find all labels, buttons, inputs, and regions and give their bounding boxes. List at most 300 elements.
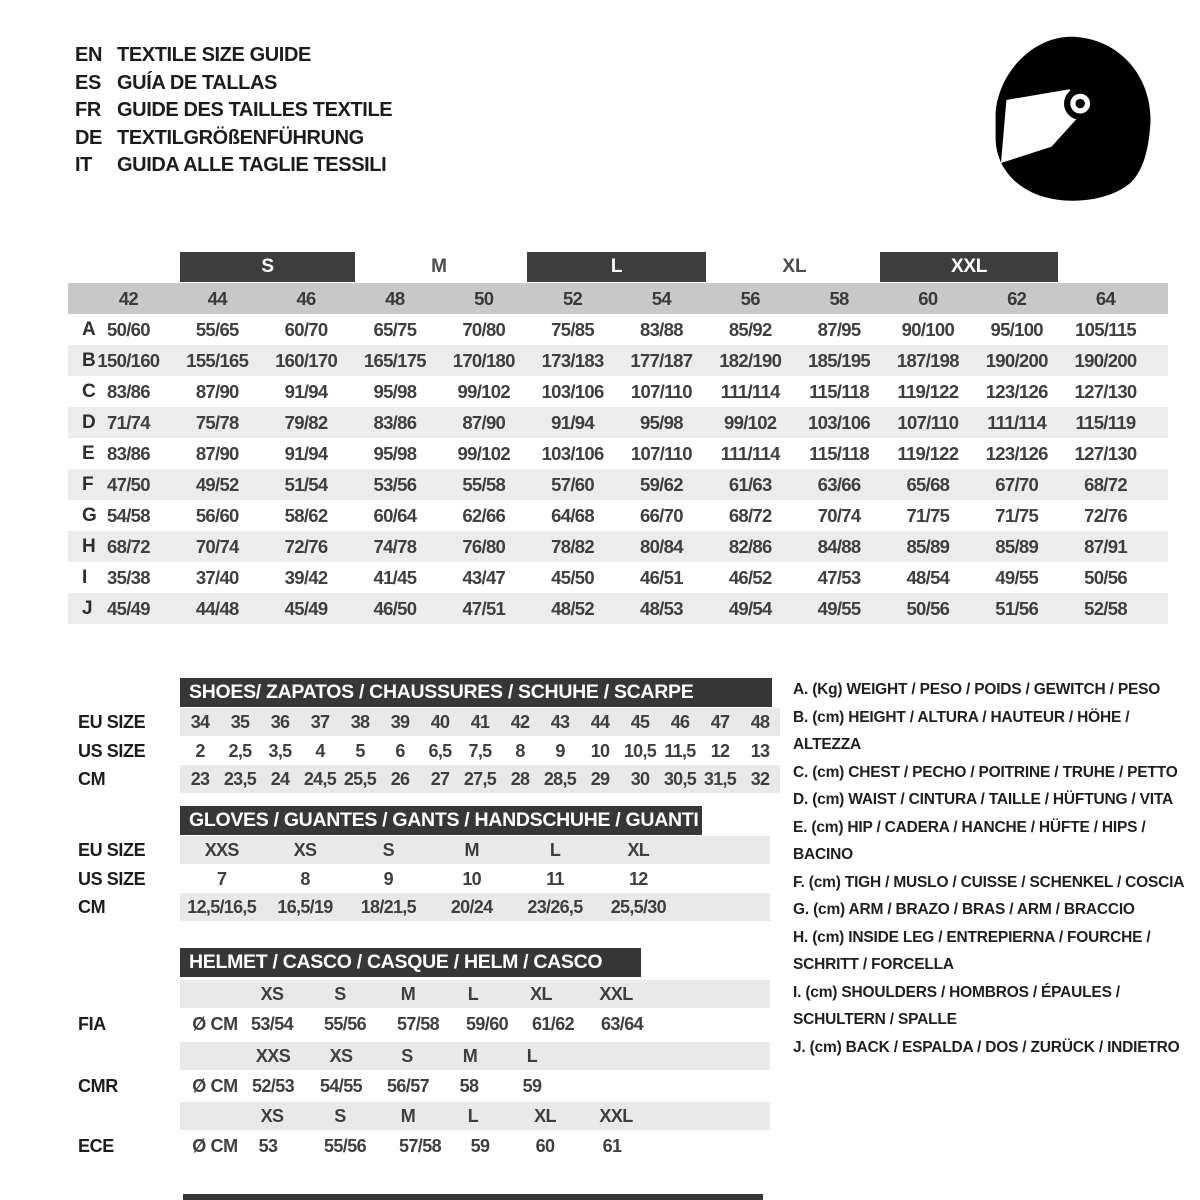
value-cell: 41/45 (373, 566, 417, 588)
value-cell: 23 (190, 768, 210, 789)
value-cell: 50/56 (906, 597, 950, 619)
language-code: EN (75, 44, 102, 67)
value-cell: 48 (385, 287, 405, 309)
shoes-us-values (180, 737, 780, 765)
value-cell: 57/60 (551, 473, 594, 495)
value-cell: 48 (750, 711, 770, 732)
value-cell: 190/200 (1074, 349, 1137, 371)
legend-item: C. (cm) CHEST / PECHO / POITRINE / TRUHE / PETTO (793, 763, 1178, 781)
shoes-cm-values (180, 765, 780, 793)
value-cell: 20/24 (450, 896, 493, 917)
textile-row-b (68, 345, 1168, 376)
language-code: DE (75, 126, 102, 149)
language-code: IT (75, 154, 92, 177)
value-cell: 47/53 (817, 566, 861, 588)
shoes-us-row (180, 737, 780, 765)
value-cell: 182/190 (719, 349, 782, 371)
value-cell: 71/75 (906, 504, 950, 526)
value-cell: 95/98 (373, 380, 417, 402)
value-cell: 10,5 (623, 740, 657, 761)
value-cell: 155/165 (186, 349, 249, 371)
value-cell: 47/51 (462, 597, 506, 619)
value-cell: 6 (395, 740, 405, 761)
value-cell: 23,5 (223, 768, 257, 789)
value-cell: 177/187 (630, 349, 693, 371)
legend-item: F. (cm) TIGH / MUSLO / CUISSE / SCHENKEL / COSCIA (793, 873, 1185, 891)
value-cell: 3,5 (268, 740, 292, 761)
value-cell: 76/80 (462, 535, 506, 557)
value-cell: 41 (470, 711, 490, 732)
value-cell: 95/98 (373, 442, 417, 464)
value-cell: 2 (195, 740, 205, 761)
row-key: I (82, 566, 88, 588)
gloves-eu-values (180, 836, 680, 864)
value-cell: 190/200 (985, 349, 1048, 371)
value-cell: 64 (1095, 287, 1116, 309)
racing-helmet-icon (978, 28, 1168, 208)
legend-item: I. (cm) SHOULDERS / HOMBROS / ÉPAULES / SCHULTERN / SPALLE (793, 983, 1120, 1028)
value-cell: 57/58 (398, 1135, 442, 1156)
value-cell: 68/72 (107, 535, 150, 557)
language-title: GUIDA ALLE TAGLIE TESSILI (117, 154, 387, 177)
value-cell: 59/60 (465, 1013, 509, 1034)
gloves-eu-size-label: EU SIZE (78, 839, 146, 860)
value-cell: 85/89 (995, 535, 1039, 557)
value-cell: XXL (599, 983, 633, 1004)
cmr-values-row (180, 1072, 770, 1100)
value-cell: 36 (270, 711, 290, 732)
value-cell: M (462, 1045, 478, 1066)
value-cell: 72/76 (1084, 504, 1127, 526)
value-cell: 63/66 (817, 473, 861, 495)
row-key: B (82, 349, 96, 371)
size-label-xxl: XXL (880, 252, 1058, 282)
value-cell: 70/74 (195, 535, 239, 557)
value-cell: 38 (350, 711, 370, 732)
value-cell: 12,5/16,5 (187, 896, 257, 917)
value-cell: L (467, 983, 479, 1004)
value-cell: 25,5/30 (610, 896, 666, 917)
value-cell: 66/70 (639, 504, 683, 526)
row-key: A (82, 318, 96, 340)
value-cell: 107/110 (897, 411, 959, 433)
value-cell: 47 (710, 711, 730, 732)
legend-item: D. (cm) WAIST / CINTURA / TAILLE / HÜFTUNG / VITA (793, 791, 1173, 808)
value-cell: 37/40 (195, 566, 239, 588)
value-cell: 46 (296, 287, 316, 309)
value-cell: XL (534, 1105, 556, 1126)
value-cell: S (334, 983, 346, 1004)
value-cell: L (467, 1105, 479, 1126)
value-cell: 18/21,5 (360, 896, 416, 917)
shoes-eu-size-label: EU SIZE (78, 711, 146, 732)
value-cell: 12 (710, 740, 730, 761)
value-cell: 31,5 (703, 768, 737, 789)
value-cell: 61 (602, 1135, 622, 1156)
legend-item: H. (cm) INSIDE LEG / ENTREPIERNA / FOURCHE / SCHRITT / FORCELLA (793, 928, 1151, 973)
value-cell: 95/98 (639, 411, 683, 433)
value-cell: 170/180 (452, 349, 515, 371)
value-cell: 55/58 (462, 473, 506, 495)
textile-row-c (68, 376, 1168, 407)
value-cell: 40 (430, 711, 450, 732)
value-cell: 85/92 (728, 318, 772, 340)
value-cell: 59/62 (639, 473, 683, 495)
row-key: J (82, 597, 93, 619)
value-cell: 8 (515, 740, 525, 761)
value-cell: 48/52 (551, 597, 594, 619)
value-cell: 13 (750, 740, 770, 761)
row-values (84, 469, 1150, 500)
fia-size-band (180, 980, 770, 1008)
value-cell: 111/114 (720, 380, 780, 402)
value-cell: 8 (300, 868, 310, 889)
numeric-size-cells (84, 283, 1150, 314)
size-label-l: L (527, 252, 706, 282)
value-cell: 119/122 (897, 442, 959, 464)
value-cell: 57/58 (396, 1013, 440, 1034)
value-cell: XXL (599, 1105, 633, 1126)
value-cell: 7,5 (468, 740, 492, 761)
value-cell: 46/51 (639, 566, 683, 588)
language-row-it (75, 152, 392, 180)
diameter-cm-unit: Ø CM (192, 1135, 238, 1156)
value-cell: 53 (258, 1135, 278, 1156)
row-values (84, 345, 1150, 376)
row-key: F (82, 473, 94, 495)
value-cell: 11,5 (664, 740, 696, 761)
fia-values-row (180, 1010, 770, 1038)
value-cell: 185/195 (808, 349, 871, 371)
value-cell: 75/78 (195, 411, 239, 433)
value-cell: 45 (630, 711, 650, 732)
value-cell: 95/100 (990, 318, 1043, 340)
value-cell: 10 (590, 740, 610, 761)
value-cell: 123/126 (985, 380, 1048, 402)
value-cell: L (549, 839, 561, 860)
language-row-fr (75, 97, 392, 125)
value-cell: 30 (630, 768, 650, 789)
value-cell: 39/42 (284, 566, 328, 588)
value-cell: 87/90 (462, 411, 506, 433)
value-cell: 53/54 (250, 1013, 294, 1034)
gloves-cm-values (180, 893, 680, 921)
value-cell: 50 (474, 287, 494, 309)
value-cell: 28,5 (543, 768, 577, 789)
value-cell: 58 (459, 1075, 479, 1096)
value-cell: 91/94 (551, 411, 594, 433)
value-cell: 54/58 (107, 504, 150, 526)
value-cell: 84/88 (817, 535, 861, 557)
legend-item: B. (cm) HEIGHT / ALTURA / HAUTEUR / HÖHE / ALTEZZA (793, 708, 1130, 753)
language-title: TEXTILE SIZE GUIDE (117, 44, 311, 67)
value-cell: 60 (918, 287, 938, 309)
value-cell: 87/90 (195, 380, 239, 402)
value-cell: 42 (510, 711, 530, 732)
value-cell: 68/72 (728, 504, 772, 526)
value-cell: 123/126 (985, 442, 1048, 464)
value-cell: 50/60 (107, 318, 150, 340)
textile-row-e (68, 438, 1168, 469)
fia-standard-label: FIA (78, 1013, 106, 1034)
value-cell: 44 (207, 287, 227, 309)
value-cell: 64/68 (551, 504, 594, 526)
value-cell: 43/47 (462, 566, 506, 588)
language-row-es (75, 70, 392, 98)
value-cell: 85/89 (906, 535, 950, 557)
value-cell: 83/86 (107, 442, 150, 464)
value-cell: 65/68 (906, 473, 950, 495)
value-cell: 4 (315, 740, 325, 761)
value-cell: 99/102 (457, 442, 510, 464)
value-cell: 60/64 (373, 504, 417, 526)
value-cell: 91/94 (284, 380, 328, 402)
value-cell: 27,5 (463, 768, 497, 789)
textile-row-h (68, 531, 1168, 562)
value-cell: 71/74 (107, 411, 150, 433)
value-cell: 24 (270, 768, 290, 789)
value-cell: 87/91 (1084, 535, 1127, 557)
value-cell: 34 (190, 711, 210, 732)
value-cell: 58/62 (284, 504, 328, 526)
value-cell: 65/75 (373, 318, 417, 340)
row-key: G (82, 504, 97, 526)
value-cell: 56/57 (386, 1075, 430, 1096)
value-cell: 87/90 (195, 442, 239, 464)
row-values (84, 531, 1150, 562)
value-cell: XL (530, 983, 552, 1004)
legend-item: J. (cm) BACK / ESPALDA / DOS / ZURÜCK / INDIETRO (793, 1038, 1180, 1056)
value-cell: 60/70 (284, 318, 328, 340)
value-cell: 61/63 (728, 473, 772, 495)
language-code: FR (75, 99, 101, 122)
value-cell: XL (627, 839, 650, 860)
value-cell: 119/122 (897, 380, 959, 402)
value-cell: 83/86 (107, 380, 150, 402)
value-cell: 173/183 (541, 349, 604, 371)
value-cell: S (334, 1105, 346, 1126)
textile-row-a (68, 314, 1168, 345)
value-cell: 68/72 (1084, 473, 1127, 495)
value-cell: 55/56 (323, 1135, 367, 1156)
diameter-cm-unit: Ø CM (192, 1075, 238, 1096)
row-values (84, 376, 1150, 407)
language-title: TEXTILGRÖßENFÜHRUNG (117, 126, 364, 149)
legend-item: A. (Kg) WEIGHT / PESO / POIDS / GEWITCH / PESO (793, 681, 1161, 698)
value-cell: 150/160 (97, 349, 160, 371)
value-cell: 54/55 (319, 1075, 363, 1096)
gloves-us-size-label: US SIZE (78, 868, 146, 889)
value-cell: L (526, 1045, 538, 1066)
cmr-size-band (180, 1042, 770, 1070)
value-cell: 49/55 (995, 566, 1039, 588)
value-cell: 59 (470, 1135, 490, 1156)
value-cell: 87/95 (817, 318, 861, 340)
value-cell: 99/102 (724, 411, 777, 433)
value-cell: XXS (255, 1045, 291, 1066)
value-cell: 56 (740, 287, 760, 309)
value-cell: 55/65 (195, 318, 239, 340)
value-cell: M (400, 1105, 416, 1126)
shoes-cm-label: CM (78, 768, 106, 789)
value-cell: 45/49 (107, 597, 150, 619)
value-cell: M (400, 983, 416, 1004)
cmr-standard-label: CMR (78, 1075, 118, 1096)
row-key: E (82, 442, 95, 464)
ece-values-row (180, 1132, 770, 1160)
value-cell: 9 (383, 868, 393, 889)
value-cell: 103/106 (541, 442, 604, 464)
value-cell: 75/85 (551, 318, 594, 340)
value-cell: 105/115 (1075, 318, 1136, 340)
value-cell: 51/54 (284, 473, 328, 495)
racing-helmet-icon (978, 28, 1168, 208)
row-values (84, 407, 1150, 438)
value-cell: 48/53 (639, 597, 683, 619)
value-cell: XXS (204, 839, 239, 860)
legend-item: G. (cm) ARM / BRAZO / BRAS / ARM / BRACCIO (793, 901, 1135, 918)
value-cell: 32 (750, 768, 770, 789)
value-cell: 58 (829, 287, 849, 309)
value-cell: 107/110 (630, 442, 692, 464)
language-title: GUIDE DES TAILLES TEXTILE (117, 99, 393, 122)
value-cell: 61/62 (531, 1013, 575, 1034)
row-values (84, 500, 1150, 531)
gloves-us-values (180, 865, 680, 893)
value-cell: 49/54 (728, 597, 772, 619)
value-cell: 24,5 (303, 768, 337, 789)
ece-size-band (180, 1102, 770, 1130)
row-key: D (82, 411, 96, 433)
value-cell: 37 (310, 711, 330, 732)
value-cell: 2,5 (228, 740, 252, 761)
value-cell: 83/86 (373, 411, 417, 433)
value-cell: 52 (562, 287, 583, 309)
textile-row-i (68, 562, 1168, 593)
value-cell: 46 (670, 711, 690, 732)
value-cell: 115/118 (809, 442, 869, 464)
gloves-cm-label: CM (78, 896, 106, 917)
value-cell: 91/94 (284, 442, 328, 464)
textile-row-f (68, 469, 1168, 500)
value-cell: S (382, 839, 394, 860)
size-label-s: S (180, 252, 355, 282)
value-cell: 10 (462, 868, 481, 889)
value-cell: 6,5 (428, 740, 452, 761)
value-cell: 48/54 (906, 566, 950, 588)
value-cell: 45/50 (551, 566, 594, 588)
value-cell: 70/74 (817, 504, 861, 526)
value-cell: 103/106 (541, 380, 604, 402)
value-cell: 72/76 (284, 535, 328, 557)
shoes-eu-values (180, 708, 780, 736)
value-cell: 74/78 (373, 535, 417, 557)
value-cell: 43 (550, 711, 570, 732)
value-cell: 25,5 (343, 768, 377, 789)
value-cell: 103/106 (808, 411, 871, 433)
value-cell: XS (329, 1045, 353, 1066)
value-cell: 16,5/19 (277, 896, 333, 917)
value-cell: 11 (546, 868, 564, 889)
shoes-section-title: SHOES/ ZAPATOS / CHAUSSURES / SCHUHE / SCARPE (180, 678, 772, 707)
row-values (84, 438, 1150, 469)
value-cell: 50/56 (1084, 566, 1127, 588)
value-cell: 107/110 (630, 380, 692, 402)
value-cell: 51/56 (995, 597, 1039, 619)
value-cell: 187/198 (896, 349, 959, 371)
value-cell: 60 (535, 1135, 555, 1156)
value-cell: 115/118 (809, 380, 869, 402)
value-cell: 79/82 (284, 411, 328, 433)
value-cell: 127/130 (1074, 442, 1137, 464)
diameter-cm-unit: Ø CM (192, 1013, 238, 1034)
language-row-en (75, 42, 392, 70)
language-row-de (75, 125, 392, 153)
legend-item: E. (cm) HIP / CADERA / HANCHE / HÜFTE / HIPS / BACINO (793, 818, 1146, 863)
value-cell: 7 (217, 868, 227, 889)
gloves-section-title: GLOVES / GUANTES / GANTS / HANDSCHUHE / GUANTI (180, 806, 702, 835)
size-label-xl: XL (782, 256, 807, 277)
gloves-us-row (180, 865, 770, 893)
value-cell: 42 (118, 287, 138, 309)
shoes-eu-row (180, 708, 780, 736)
value-cell: XS (260, 983, 284, 1004)
value-cell: 44 (590, 711, 610, 732)
value-cell: 9 (555, 740, 565, 761)
row-key: C (82, 380, 96, 402)
textile-row-j (68, 593, 1168, 624)
row-values (84, 593, 1150, 624)
value-cell: 111/114 (720, 442, 780, 464)
value-cell: 39 (390, 711, 410, 732)
value-cell: 12 (628, 868, 648, 889)
value-cell: 62 (1007, 287, 1027, 309)
value-cell: 53/56 (373, 473, 417, 495)
textile-row-d (68, 407, 1168, 438)
shoes-cm-row (180, 765, 780, 793)
language-code: ES (75, 71, 101, 94)
language-title-list (75, 42, 392, 180)
value-cell: 80/84 (639, 535, 683, 557)
row-values (84, 314, 1150, 345)
textile-row-g (68, 500, 1168, 531)
textile-numeric-size-band (68, 283, 1168, 314)
value-cell: 55/56 (323, 1013, 367, 1034)
value-cell: 82/86 (728, 535, 772, 557)
value-cell: 35/38 (107, 566, 150, 588)
value-cell: 127/130 (1074, 380, 1137, 402)
value-cell: 83/88 (639, 318, 683, 340)
value-cell: 59 (522, 1075, 542, 1096)
value-cell: 111/114 (987, 411, 1047, 433)
value-cell: 71/75 (995, 504, 1039, 526)
value-cell: 78/82 (551, 535, 594, 557)
value-cell: 30,5 (663, 768, 697, 789)
measurement-legend (793, 676, 1198, 1061)
value-cell: 63/64 (600, 1013, 644, 1034)
value-cell: 70/80 (462, 318, 506, 340)
shoes-us-size-label: US SIZE (78, 740, 146, 761)
value-cell: 99/102 (457, 380, 510, 402)
cropped-section-bar (183, 1194, 763, 1200)
value-cell: 54 (651, 287, 671, 309)
value-cell: 115/119 (1075, 411, 1136, 433)
language-title: GUÍA DE TALLAS (117, 71, 277, 94)
value-cell: 90/100 (901, 318, 955, 340)
value-cell: 47/50 (107, 473, 150, 495)
value-cell: S (401, 1045, 413, 1066)
value-cell: 29 (590, 768, 610, 789)
